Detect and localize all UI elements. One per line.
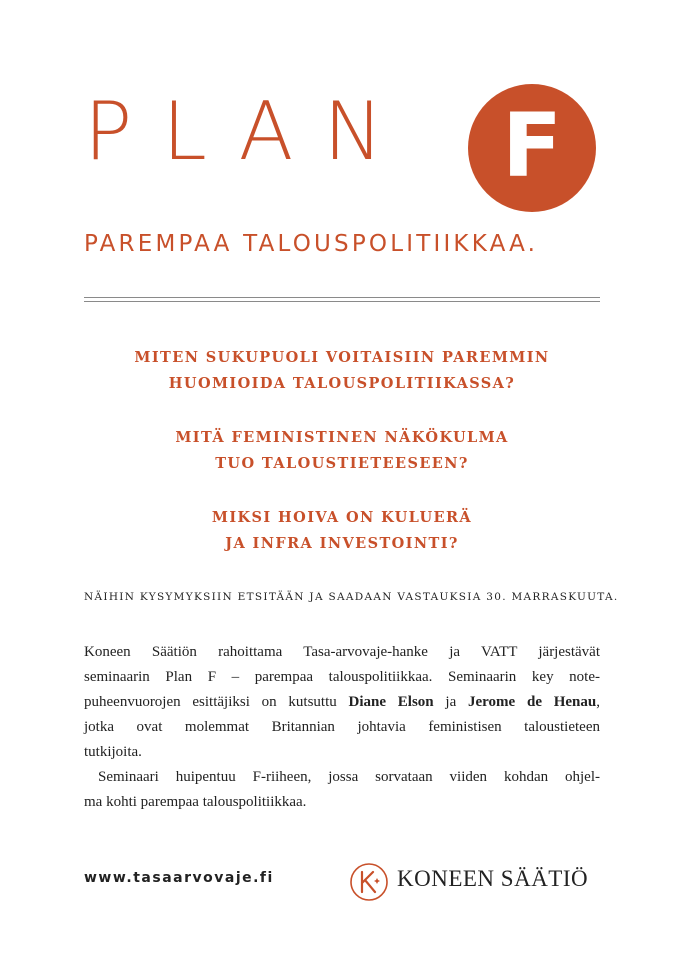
body-fragment: puheenvuorojen esittäjiksi on kutsuttu bbox=[84, 694, 349, 710]
plan-f-logo bbox=[84, 84, 604, 204]
body-text bbox=[84, 640, 600, 815]
logo-letter: F bbox=[501, 94, 563, 197]
divider-bottom bbox=[84, 301, 600, 302]
question-2 bbox=[84, 425, 600, 477]
question-3-line-1: MIKSI HOIVA ON KULUERÄ bbox=[211, 509, 473, 526]
speaker-name-2: Jerome de Henau bbox=[468, 694, 597, 710]
logo-word: PLAN bbox=[84, 85, 414, 178]
body-fragment: ja bbox=[433, 694, 469, 710]
question-1-line-1: MITEN SUKUPUOLI VOITAISIIN PAREMMIN bbox=[134, 349, 550, 366]
body-line-speakers bbox=[84, 690, 600, 715]
body-line: Koneen Säätiön rahoittama Tasa-arvovaje-hanke ja VATT järjestävät bbox=[84, 644, 600, 660]
question-2-line-2: TUO TALOUSTIETEESEEN? bbox=[215, 455, 469, 472]
tagline: PAREMPAA TALOUSPOLITIIKKAA. bbox=[84, 231, 539, 257]
body-line: Seminaari huipentuu F-riiheen, jossa sorvataan viiden kohdan ohjel- bbox=[98, 769, 600, 785]
body-line: seminaarin Plan F – parempaa talouspolitiikkaa. Seminaarin key note- bbox=[84, 669, 600, 685]
foundation-name: KONEEN SÄÄTIÖ bbox=[397, 866, 589, 891]
answer-line: NÄIHIN KYSYMYKSIIN ETSITÄÄN JA SAADAAN VASTAUKSIA 30. MARRASKUUTA. bbox=[84, 591, 619, 603]
question-3-line-2: JA INFRA INVESTOINTI? bbox=[225, 535, 459, 552]
question-3 bbox=[84, 505, 600, 557]
koneen-saatio-logo-icon bbox=[349, 862, 389, 902]
body-line: tutkijoita. bbox=[84, 744, 142, 760]
question-1-line-2: HUOMIOIDA TALOUSPOLITIIKASSA? bbox=[168, 375, 516, 392]
body-line: ma kohti parempaa talouspolitiikkaa. bbox=[84, 794, 307, 810]
questions bbox=[84, 345, 600, 585]
speaker-name-1: Diane Elson bbox=[348, 694, 434, 710]
website-link[interactable]: www.tasaarvovaje.fi bbox=[84, 870, 274, 886]
divider-top bbox=[84, 297, 600, 298]
body-fragment: , bbox=[596, 694, 600, 710]
logo-circle bbox=[468, 84, 596, 212]
body-line: jotka ovat molemmat Britannian johtavia feministisen taloustieteen bbox=[84, 719, 600, 735]
question-1 bbox=[84, 345, 600, 397]
question-2-line-1: MITÄ FEMINISTINEN NÄKÖKULMA bbox=[175, 429, 509, 446]
